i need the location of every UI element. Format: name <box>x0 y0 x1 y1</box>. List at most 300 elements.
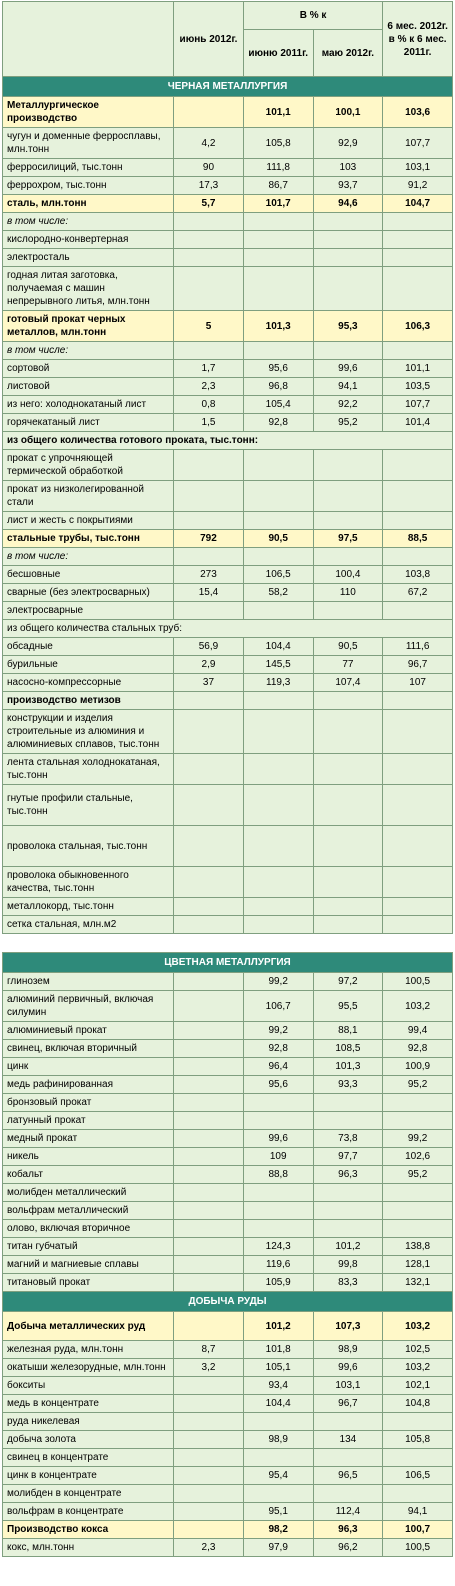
value-6-months: 96,7 <box>383 656 453 674</box>
value-6-months <box>383 1112 453 1130</box>
value-vs-may-2012: 83,3 <box>313 1274 383 1292</box>
data-row <box>3 656 453 674</box>
value-6-months: 104,8 <box>383 1395 453 1413</box>
row-label: прокат с упрочняющей термической обработкой <box>3 450 174 481</box>
value-vs-june-2011: 124,3 <box>243 1238 313 1256</box>
value-june-2012 <box>174 710 244 754</box>
value-6-months <box>383 898 453 916</box>
section-title: ЧЕРНАЯ МЕТАЛЛУРГИЯ <box>3 77 453 97</box>
value-vs-june-2011: 95,6 <box>243 1076 313 1094</box>
value-vs-may-2012 <box>313 916 383 934</box>
value-june-2012 <box>174 1256 244 1274</box>
value-june-2012 <box>174 1238 244 1256</box>
header-june-2012: июнь 2012г. <box>174 2 244 77</box>
data-row <box>3 481 453 512</box>
value-6-months: 138,8 <box>383 1238 453 1256</box>
value-vs-may-2012: 101,2 <box>313 1238 383 1256</box>
data-row <box>3 159 453 177</box>
value-vs-may-2012: 95,5 <box>313 991 383 1022</box>
value-6-months <box>383 867 453 898</box>
value-june-2012 <box>174 1022 244 1040</box>
value-june-2012 <box>174 548 244 566</box>
value-vs-june-2011: 145,5 <box>243 656 313 674</box>
value-june-2012: 1,7 <box>174 360 244 378</box>
data-row <box>3 710 453 754</box>
row-label: в том числе: <box>3 342 174 360</box>
data-row <box>3 1312 453 1341</box>
row-label: Металлургическое производство <box>3 97 174 128</box>
value-vs-june-2011: 58,2 <box>243 584 313 602</box>
value-vs-june-2011 <box>243 692 313 710</box>
value-6-months <box>383 1220 453 1238</box>
value-vs-june-2011 <box>243 231 313 249</box>
value-vs-june-2011: 95,6 <box>243 360 313 378</box>
data-row <box>3 1058 453 1076</box>
value-vs-june-2011: 105,8 <box>243 128 313 159</box>
row-label: насосно-компрессорные <box>3 674 174 692</box>
value-6-months: 103,8 <box>383 566 453 584</box>
value-vs-june-2011 <box>243 1220 313 1238</box>
value-6-months: 102,6 <box>383 1148 453 1166</box>
value-vs-june-2011: 95,4 <box>243 1467 313 1485</box>
data-row <box>3 1467 453 1485</box>
value-6-months <box>383 785 453 826</box>
value-6-months: 106,5 <box>383 1467 453 1485</box>
row-label: свинец, включая вторичный <box>3 1040 174 1058</box>
row-label: латунный прокат <box>3 1112 174 1130</box>
value-vs-may-2012: 107,3 <box>313 1312 383 1341</box>
row-label: окатыши железорудные, млн.тонн <box>3 1359 174 1377</box>
row-label: магний и магниевые сплавы <box>3 1256 174 1274</box>
value-6-months <box>383 826 453 867</box>
value-6-months: 101,1 <box>383 360 453 378</box>
data-row <box>3 450 453 481</box>
value-vs-may-2012: 94,1 <box>313 378 383 396</box>
value-june-2012 <box>174 1312 244 1341</box>
data-row <box>3 1503 453 1521</box>
value-6-months: 95,2 <box>383 1166 453 1184</box>
value-vs-may-2012 <box>313 898 383 916</box>
value-vs-june-2011: 105,1 <box>243 1359 313 1377</box>
row-label: готовый прокат черных металлов, млн.тонн <box>3 311 174 342</box>
row-label: глинозем <box>3 973 174 991</box>
value-vs-may-2012 <box>313 342 383 360</box>
row-label: вольфрам в концентрате <box>3 1503 174 1521</box>
row-label: бесшовные <box>3 566 174 584</box>
value-vs-may-2012: 103 <box>313 159 383 177</box>
value-6-months: 99,2 <box>383 1130 453 1148</box>
row-label: Производство кокса <box>3 1521 174 1539</box>
value-6-months: 100,5 <box>383 973 453 991</box>
value-vs-june-2011 <box>243 481 313 512</box>
value-june-2012 <box>174 267 244 311</box>
value-vs-june-2011: 104,4 <box>243 638 313 656</box>
data-row <box>3 1485 453 1503</box>
value-vs-june-2011 <box>243 213 313 231</box>
data-row <box>3 360 453 378</box>
row-label: проволока стальная, тыс.тонн <box>3 826 174 867</box>
row-label: титановый прокат <box>3 1274 174 1292</box>
value-june-2012 <box>174 754 244 785</box>
row-label: никель <box>3 1148 174 1166</box>
value-vs-may-2012: 98,9 <box>313 1341 383 1359</box>
value-vs-may-2012 <box>313 754 383 785</box>
value-vs-may-2012: 92,9 <box>313 128 383 159</box>
value-6-months <box>383 710 453 754</box>
value-vs-may-2012: 94,6 <box>313 195 383 213</box>
value-vs-may-2012 <box>313 710 383 754</box>
value-6-months <box>383 602 453 620</box>
value-vs-june-2011: 101,8 <box>243 1341 313 1359</box>
value-june-2012 <box>174 1467 244 1485</box>
value-vs-june-2011: 97,9 <box>243 1539 313 1557</box>
row-label: из него: холоднокатаный лист <box>3 396 174 414</box>
value-june-2012 <box>174 826 244 867</box>
data-row <box>3 638 453 656</box>
value-june-2012 <box>174 97 244 128</box>
data-row <box>3 1256 453 1274</box>
value-vs-may-2012 <box>313 1413 383 1431</box>
value-vs-may-2012 <box>313 213 383 231</box>
value-june-2012 <box>174 1395 244 1413</box>
value-june-2012: 2,3 <box>174 378 244 396</box>
row-label: сетка стальная, млн.м2 <box>3 916 174 934</box>
value-vs-may-2012 <box>313 1449 383 1467</box>
row-label: медный прокат <box>3 1130 174 1148</box>
value-june-2012 <box>174 1058 244 1076</box>
value-vs-june-2011: 106,7 <box>243 991 313 1022</box>
value-6-months <box>383 213 453 231</box>
value-vs-may-2012 <box>313 249 383 267</box>
section-title: ЦВЕТНАЯ МЕТАЛЛУРГИЯ <box>3 953 453 973</box>
data-row <box>3 1076 453 1094</box>
row-label: в том числе: <box>3 548 174 566</box>
row-label: проволока обыкновенного качества, тыс.тонн <box>3 867 174 898</box>
value-6-months: 91,2 <box>383 177 453 195</box>
value-vs-may-2012: 95,2 <box>313 414 383 432</box>
value-june-2012 <box>174 1130 244 1148</box>
value-vs-june-2011 <box>243 548 313 566</box>
value-vs-june-2011: 105,4 <box>243 396 313 414</box>
value-vs-may-2012: 96,5 <box>313 1467 383 1485</box>
data-row <box>3 1094 453 1112</box>
value-june-2012: 2,3 <box>174 1539 244 1557</box>
row-label: алюминиевый прокат <box>3 1022 174 1040</box>
row-label: сталь, млн.тонн <box>3 195 174 213</box>
value-june-2012 <box>174 1094 244 1112</box>
data-row <box>3 566 453 584</box>
data-row <box>3 898 453 916</box>
value-june-2012 <box>174 1274 244 1292</box>
value-june-2012: 4,2 <box>174 128 244 159</box>
row-label: в том числе: <box>3 213 174 231</box>
data-row <box>3 548 453 566</box>
value-vs-may-2012: 103,1 <box>313 1377 383 1395</box>
subheader-row <box>3 432 453 450</box>
section-title: ДОБЫЧА РУДЫ <box>3 1292 453 1312</box>
value-vs-may-2012 <box>313 1094 383 1112</box>
data-row <box>3 1377 453 1395</box>
value-6-months: 103,6 <box>383 97 453 128</box>
row-label: молибден в концентрате <box>3 1485 174 1503</box>
subheader-label: из общего количества готового проката, тыс.тонн: <box>3 432 453 450</box>
value-june-2012 <box>174 991 244 1022</box>
value-june-2012 <box>174 785 244 826</box>
value-6-months: 88,5 <box>383 530 453 548</box>
row-label: железная руда, млн.тонн <box>3 1341 174 1359</box>
section-header-row <box>3 77 453 97</box>
data-row <box>3 267 453 311</box>
data-row <box>3 1359 453 1377</box>
data-row <box>3 177 453 195</box>
data-row <box>3 1413 453 1431</box>
value-6-months <box>383 1485 453 1503</box>
value-6-months: 107,7 <box>383 396 453 414</box>
data-row <box>3 231 453 249</box>
data-row <box>3 1341 453 1359</box>
value-june-2012 <box>174 1112 244 1130</box>
value-vs-june-2011 <box>243 342 313 360</box>
value-6-months <box>383 1413 453 1431</box>
row-label: бронзовый прокат <box>3 1094 174 1112</box>
row-label: лента стальная холоднокатаная, тыс.тонн <box>3 754 174 785</box>
data-row <box>3 1148 453 1166</box>
value-june-2012 <box>174 1202 244 1220</box>
value-vs-june-2011: 101,2 <box>243 1312 313 1341</box>
value-june-2012: 8,7 <box>174 1341 244 1359</box>
value-6-months <box>383 249 453 267</box>
value-6-months <box>383 450 453 481</box>
data-row <box>3 692 453 710</box>
value-vs-may-2012: 93,3 <box>313 1076 383 1094</box>
value-vs-may-2012: 99,6 <box>313 360 383 378</box>
value-vs-may-2012: 99,6 <box>313 1359 383 1377</box>
value-vs-june-2011 <box>243 1094 313 1112</box>
value-vs-may-2012: 96,7 <box>313 1395 383 1413</box>
value-vs-may-2012 <box>313 826 383 867</box>
row-label: стальные трубы, тыс.тонн <box>3 530 174 548</box>
row-label: производство метизов <box>3 692 174 710</box>
value-vs-june-2011 <box>243 1413 313 1431</box>
value-6-months <box>383 512 453 530</box>
row-label: кокс, млн.тонн <box>3 1539 174 1557</box>
value-vs-may-2012: 110 <box>313 584 383 602</box>
value-vs-may-2012 <box>313 512 383 530</box>
data-row <box>3 1274 453 1292</box>
value-vs-june-2011 <box>243 754 313 785</box>
header-pct-group: В % к <box>243 2 382 30</box>
value-vs-june-2011: 106,5 <box>243 566 313 584</box>
row-label: цинк <box>3 1058 174 1076</box>
value-6-months <box>383 916 453 934</box>
value-june-2012 <box>174 342 244 360</box>
value-june-2012 <box>174 231 244 249</box>
row-label: олово, включая вторичное <box>3 1220 174 1238</box>
data-row <box>3 1040 453 1058</box>
data-row <box>3 1449 453 1467</box>
value-vs-june-2011 <box>243 1184 313 1202</box>
spacer-cell <box>3 934 453 953</box>
value-june-2012: 3,2 <box>174 1359 244 1377</box>
data-row <box>3 311 453 342</box>
value-june-2012: 0,8 <box>174 396 244 414</box>
data-row <box>3 396 453 414</box>
header-6-months: 6 мес. 2012г. в % к 6 мес. 2011г. <box>383 2 453 77</box>
value-vs-june-2011 <box>243 826 313 867</box>
value-vs-june-2011: 96,8 <box>243 378 313 396</box>
value-6-months: 67,2 <box>383 584 453 602</box>
data-row <box>3 916 453 934</box>
value-june-2012: 56,9 <box>174 638 244 656</box>
data-row <box>3 213 453 231</box>
value-vs-june-2011: 111,8 <box>243 159 313 177</box>
value-vs-june-2011: 105,9 <box>243 1274 313 1292</box>
value-vs-may-2012: 77 <box>313 656 383 674</box>
value-vs-may-2012: 93,7 <box>313 177 383 195</box>
value-vs-june-2011: 101,7 <box>243 195 313 213</box>
data-row <box>3 1521 453 1539</box>
value-vs-june-2011: 101,3 <box>243 311 313 342</box>
value-vs-june-2011: 96,4 <box>243 1058 313 1076</box>
row-label: кобальт <box>3 1166 174 1184</box>
value-vs-june-2011 <box>243 1202 313 1220</box>
value-6-months <box>383 692 453 710</box>
row-label: бурильные <box>3 656 174 674</box>
row-label: металлокорд, тыс.тонн <box>3 898 174 916</box>
header-row-top <box>3 2 453 30</box>
value-vs-june-2011: 90,5 <box>243 530 313 548</box>
data-row <box>3 97 453 128</box>
value-vs-june-2011 <box>243 785 313 826</box>
row-label: сварные (без электросварных) <box>3 584 174 602</box>
value-vs-may-2012: 90,5 <box>313 638 383 656</box>
value-6-months: 107 <box>383 674 453 692</box>
value-6-months: 103,2 <box>383 991 453 1022</box>
spacer-row <box>3 934 453 953</box>
value-vs-may-2012: 99,8 <box>313 1256 383 1274</box>
value-vs-june-2011 <box>243 450 313 481</box>
row-label: горячекатаный лист <box>3 414 174 432</box>
value-june-2012 <box>174 1431 244 1449</box>
value-june-2012 <box>174 867 244 898</box>
row-label: молибден металлический <box>3 1184 174 1202</box>
row-label: листовой <box>3 378 174 396</box>
value-june-2012: 5 <box>174 311 244 342</box>
value-june-2012 <box>174 450 244 481</box>
value-vs-may-2012: 101,3 <box>313 1058 383 1076</box>
data-row <box>3 867 453 898</box>
section-header-row <box>3 1292 453 1312</box>
value-june-2012 <box>174 512 244 530</box>
value-vs-may-2012: 92,2 <box>313 396 383 414</box>
value-june-2012: 273 <box>174 566 244 584</box>
value-vs-may-2012 <box>313 1112 383 1130</box>
row-label: медь в концентрате <box>3 1395 174 1413</box>
row-label: алюминий первичный, включая силумин <box>3 991 174 1022</box>
value-6-months <box>383 1449 453 1467</box>
value-vs-june-2011: 119,3 <box>243 674 313 692</box>
value-june-2012: 90 <box>174 159 244 177</box>
value-6-months <box>383 342 453 360</box>
value-vs-may-2012 <box>313 548 383 566</box>
value-vs-may-2012: 73,8 <box>313 1130 383 1148</box>
value-vs-may-2012: 88,1 <box>313 1022 383 1040</box>
value-vs-june-2011 <box>243 1485 313 1503</box>
value-6-months: 106,3 <box>383 311 453 342</box>
value-6-months: 103,2 <box>383 1359 453 1377</box>
data-row <box>3 826 453 867</box>
value-vs-may-2012: 108,5 <box>313 1040 383 1058</box>
value-vs-may-2012: 107,4 <box>313 674 383 692</box>
value-vs-may-2012: 96,3 <box>313 1166 383 1184</box>
row-label: сортовой <box>3 360 174 378</box>
value-june-2012: 5,7 <box>174 195 244 213</box>
value-vs-may-2012 <box>313 1202 383 1220</box>
value-vs-may-2012 <box>313 267 383 311</box>
data-row <box>3 1112 453 1130</box>
value-june-2012 <box>174 973 244 991</box>
value-6-months: 128,1 <box>383 1256 453 1274</box>
row-label: ферросилиций, тыс.тонн <box>3 159 174 177</box>
value-june-2012 <box>174 213 244 231</box>
value-vs-june-2011 <box>243 867 313 898</box>
data-row <box>3 1166 453 1184</box>
value-june-2012: 37 <box>174 674 244 692</box>
data-row <box>3 602 453 620</box>
value-june-2012 <box>174 249 244 267</box>
row-label: добыча золота <box>3 1431 174 1449</box>
row-label: вольфрам металлический <box>3 1202 174 1220</box>
value-june-2012: 2,9 <box>174 656 244 674</box>
value-6-months: 103,2 <box>383 1312 453 1341</box>
value-6-months: 102,5 <box>383 1341 453 1359</box>
value-6-months <box>383 231 453 249</box>
data-row <box>3 973 453 991</box>
value-vs-may-2012: 97,2 <box>313 973 383 991</box>
row-label: феррохром, тыс.тонн <box>3 177 174 195</box>
data-row <box>3 1238 453 1256</box>
row-label: медь рафинированная <box>3 1076 174 1094</box>
value-june-2012 <box>174 1503 244 1521</box>
value-june-2012 <box>174 898 244 916</box>
value-vs-may-2012: 96,3 <box>313 1521 383 1539</box>
value-6-months <box>383 548 453 566</box>
value-june-2012 <box>174 1521 244 1539</box>
data-row <box>3 1395 453 1413</box>
value-june-2012 <box>174 1485 244 1503</box>
value-vs-may-2012: 100,4 <box>313 566 383 584</box>
value-6-months <box>383 1184 453 1202</box>
row-label: кислородно-конвертерная <box>3 231 174 249</box>
row-label: чугун и доменные ферросплавы, млн.тонн <box>3 128 174 159</box>
subheader-label: из общего количества стальных труб: <box>3 620 453 638</box>
data-row <box>3 1202 453 1220</box>
value-vs-june-2011: 92,8 <box>243 1040 313 1058</box>
data-row <box>3 1022 453 1040</box>
value-vs-june-2011: 109 <box>243 1148 313 1166</box>
row-label: гнутые профили стальные, тыс.тонн <box>3 785 174 826</box>
value-6-months: 103,5 <box>383 378 453 396</box>
value-vs-june-2011 <box>243 267 313 311</box>
data-row <box>3 1431 453 1449</box>
data-row <box>3 249 453 267</box>
value-vs-may-2012: 96,2 <box>313 1539 383 1557</box>
value-june-2012 <box>174 1449 244 1467</box>
value-june-2012: 15,4 <box>174 584 244 602</box>
row-label: бокситы <box>3 1377 174 1395</box>
value-vs-may-2012 <box>313 1220 383 1238</box>
value-june-2012 <box>174 1148 244 1166</box>
